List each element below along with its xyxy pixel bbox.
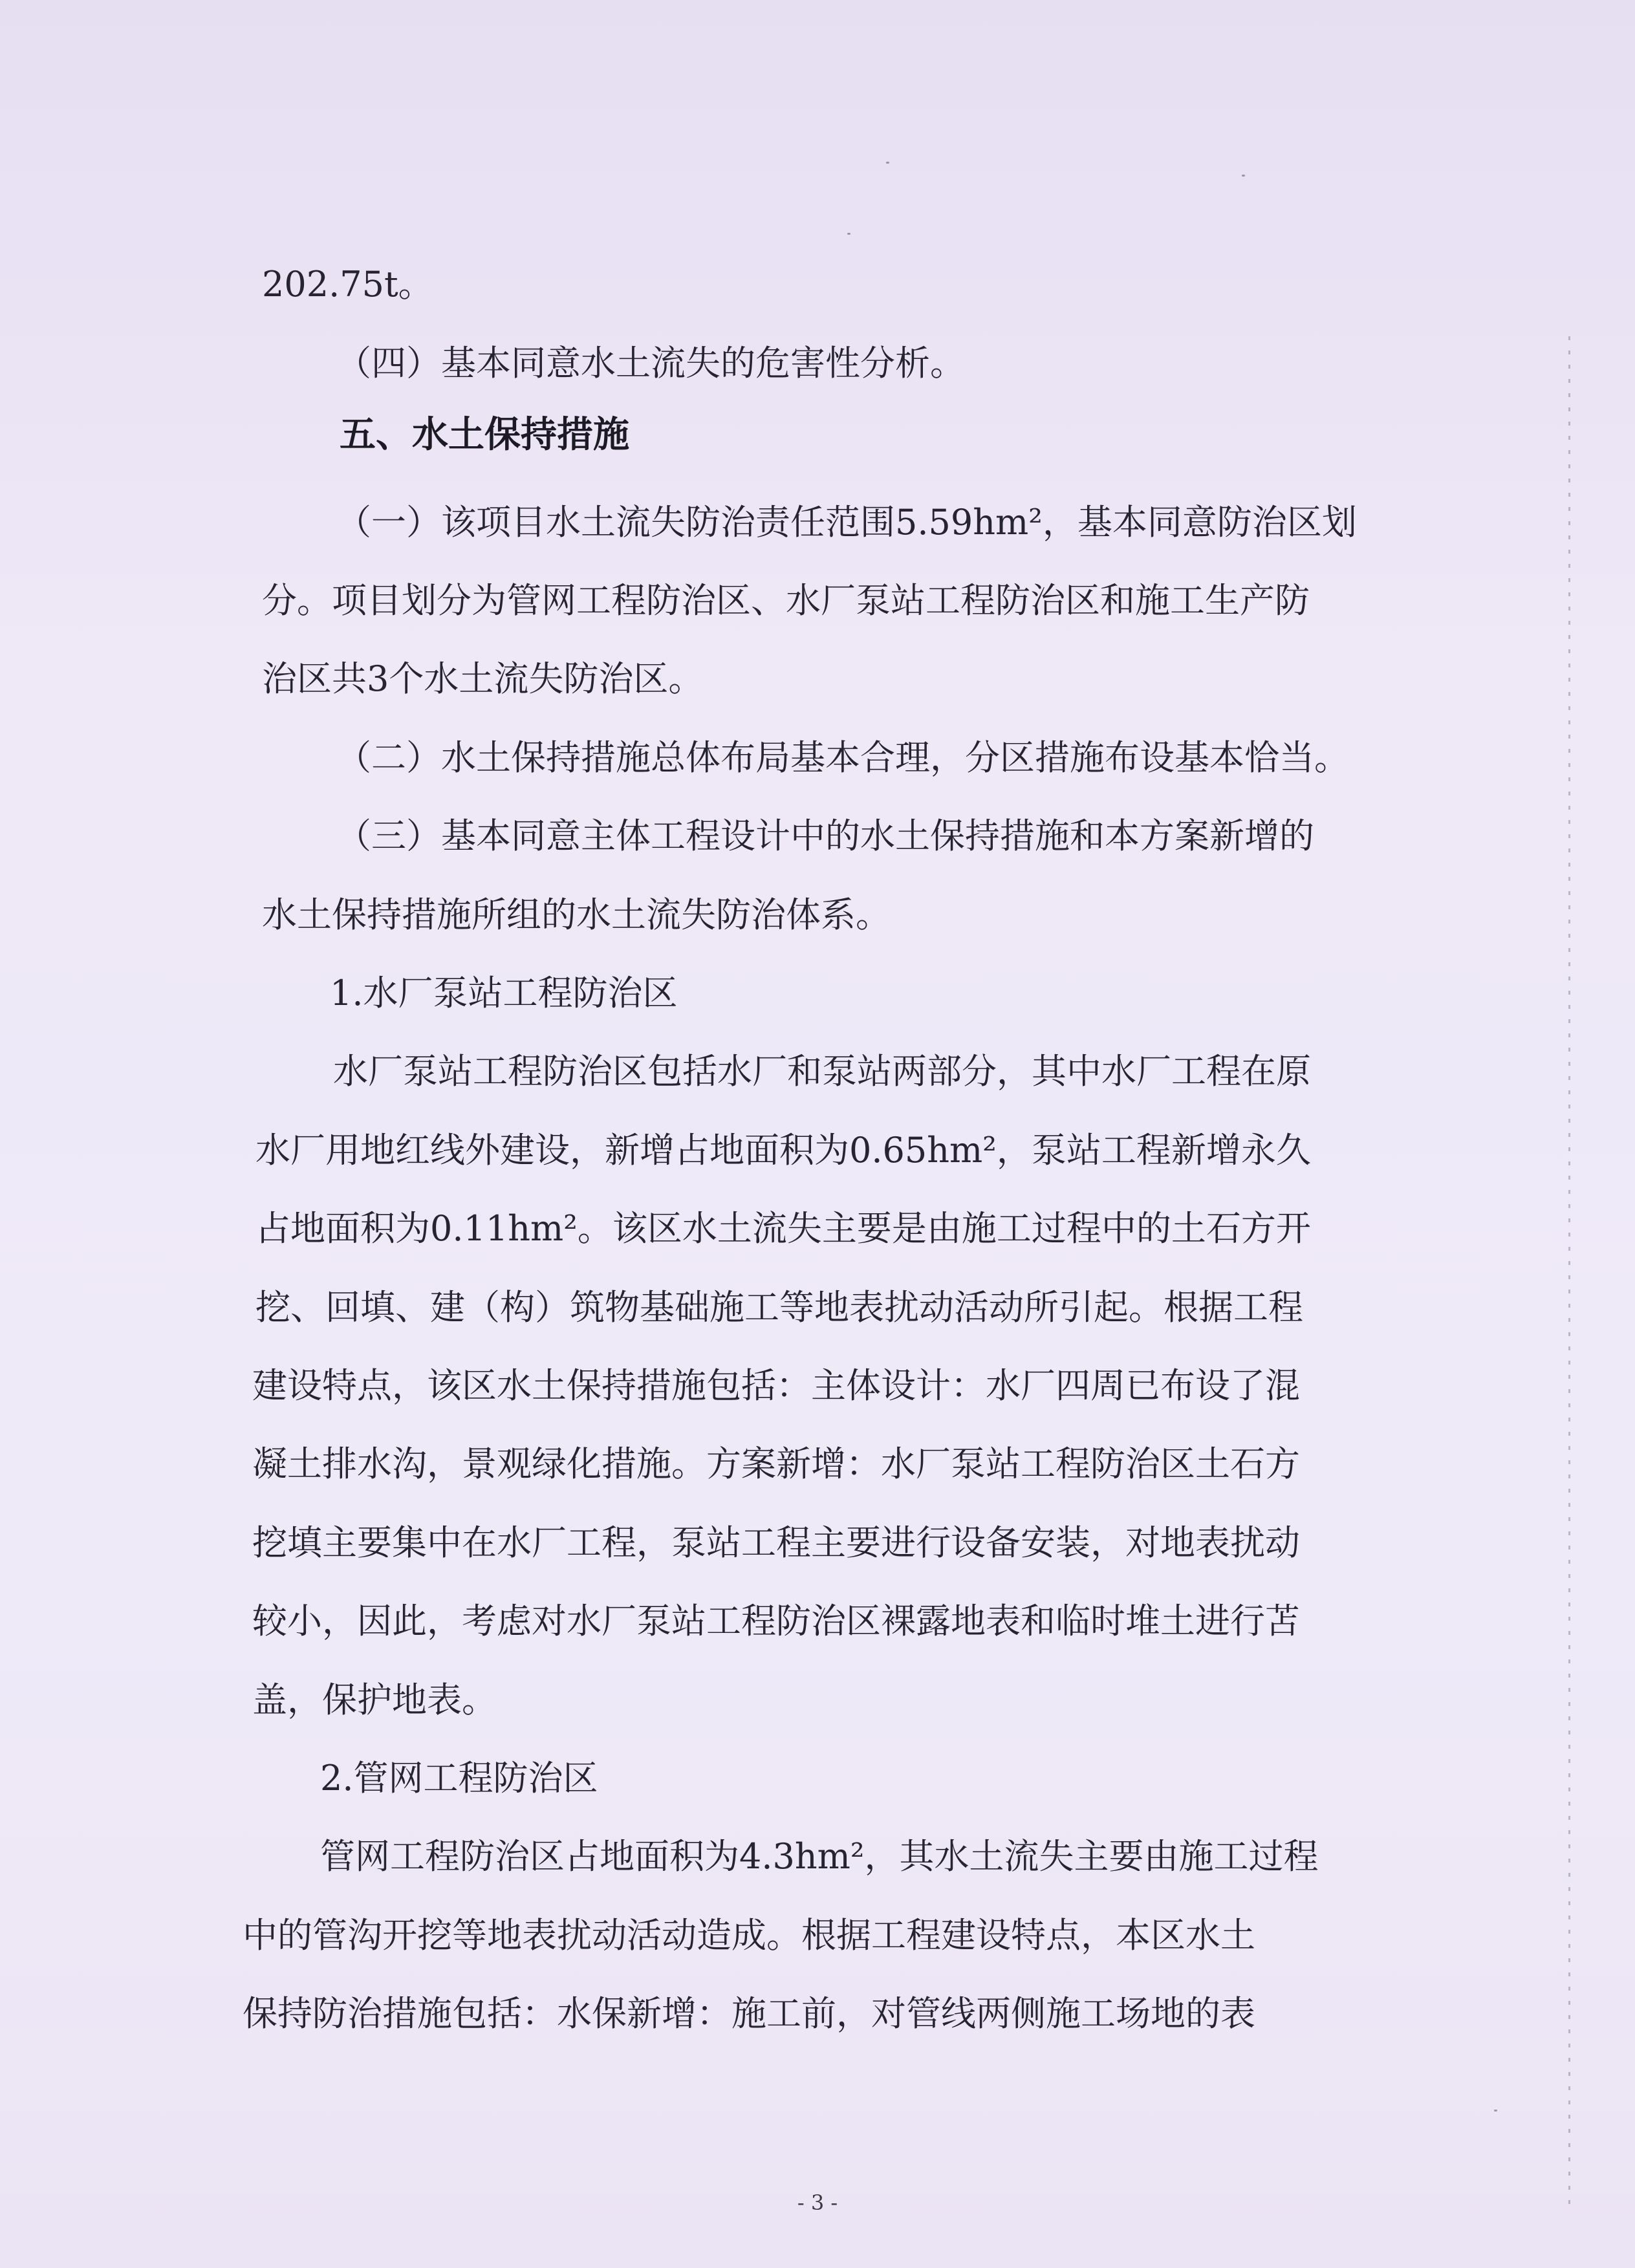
- scan-edge-mark: [1568, 336, 1570, 2212]
- text-line: 管网工程防治区占地面积为4.3hm²，其水土流失主要由施工过程: [320, 1836, 1319, 1877]
- subsection-heading: 1.水厂泵站工程防治区: [330, 973, 678, 1013]
- text-line: 水厂泵站工程防治区包括水厂和泵站两部分，其中水厂工程在原: [333, 1051, 1311, 1092]
- text-line: 建设特点，该区水土保持措施包括：主体设计：水厂四周已布设了混: [252, 1365, 1300, 1406]
- text-line: 保持防治措施包括：水保新增：施工前，对管线两侧施工场地的表: [243, 1993, 1255, 2034]
- text-line: 占地面积为0.11hm²。该区水土流失主要是由施工过程中的土石方开: [255, 1208, 1311, 1249]
- scan-speck: [1242, 175, 1245, 177]
- subsection-heading: 2.管网工程防治区: [320, 1758, 598, 1798]
- page-number: - 3 -: [797, 2190, 838, 2215]
- text-line: 较小，因此，考虑对水厂泵站工程防治区裸露地表和临时堆土进行苫: [252, 1601, 1300, 1641]
- text-line: （二）水土保持措施总体布局基本合理，分区措施布设基本恰当。: [336, 737, 1349, 778]
- text-line: 中的管沟开挖等地表扰动活动造成。根据工程建设特点，本区水土: [243, 1915, 1255, 1956]
- text-line: 水土保持措施所组的水土流失防治体系。: [262, 894, 891, 935]
- text-line: （四）基本同意水土流失的危害性分析。: [336, 343, 965, 383]
- text-line: （一）该项目水土流失防治责任范围5.59hm²，基本同意防治区划: [336, 502, 1357, 543]
- text-line: 凝土排水沟，景观绿化措施。方案新增：水厂泵站工程防治区土石方: [252, 1443, 1300, 1484]
- scan-speck: [1494, 2110, 1497, 2111]
- text-line: 治区共3个水土流失防治区。: [262, 658, 704, 699]
- text-line: 202.75t。: [262, 264, 433, 305]
- text-line: 挖填主要集中在水厂工程，泵站工程主要进行设备安装，对地表扰动: [252, 1522, 1300, 1563]
- section-heading: 五、水土保持措施: [340, 414, 629, 456]
- text-line: 水厂用地红线外建设，新增占地面积为0.65hm²，泵站工程新增永久: [255, 1130, 1311, 1171]
- text-line: （三）基本同意主体工程设计中的水土保持措施和本方案新增的: [336, 815, 1314, 856]
- scan-speck: [847, 233, 850, 235]
- text-line: 盖，保护地表。: [252, 1679, 497, 1720]
- text-line: 挖、回填、建（构）筑物基础施工等地表扰动活动所引起。根据工程: [255, 1287, 1303, 1328]
- text-line: 分。项目划分为管网工程防治区、水厂泵站工程防治区和施工生产防: [262, 580, 1310, 621]
- scan-speck: [886, 162, 889, 164]
